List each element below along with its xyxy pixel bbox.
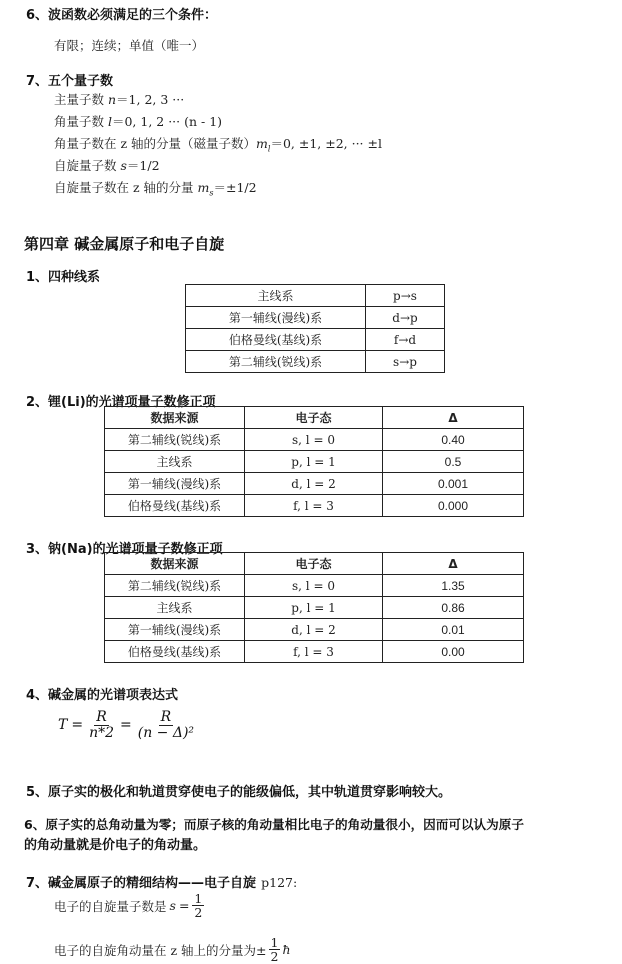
table-row bbox=[105, 495, 524, 517]
table-cell: f, l = 3 bbox=[245, 495, 383, 517]
formula-denominator: n*2 bbox=[89, 724, 115, 741]
c5-statement: 5、原子实的极化和轨道贯穿使电子的能级偏低，其中轨道贯穿影响较大。 bbox=[26, 785, 452, 800]
table-header-row bbox=[105, 553, 524, 575]
quantum-number-line: 角量子数在 z 轴的分量（磁量子数）$m_l=0$, ±1, ±2, ··· ±l bbox=[54, 136, 382, 154]
table-cell: 0.40 bbox=[383, 429, 524, 451]
sodium-correction-table bbox=[104, 552, 524, 663]
table-header-row bbox=[105, 407, 524, 429]
c7-heading: 7、碱金属原子的精细结构——电子自旋 bbox=[26, 876, 257, 891]
table-cell: p→s bbox=[366, 285, 445, 307]
table-cell: 伯格曼线(基线)系 bbox=[186, 329, 366, 351]
section-6-heading: 6、波函数必须满足的三个条件： bbox=[26, 8, 218, 23]
c4-heading: 4、碱金属的光谱项表达式 bbox=[26, 688, 179, 703]
table-row bbox=[186, 285, 445, 307]
table-row bbox=[186, 329, 445, 351]
spin-projection-label: 电子的自旋角动量在 z 轴上的分量为± bbox=[54, 942, 267, 958]
lithium-correction-table bbox=[104, 406, 524, 517]
table-row bbox=[105, 597, 524, 619]
table-cell: s, l = 0 bbox=[245, 429, 383, 451]
table-cell: s→p bbox=[366, 351, 445, 373]
table-cell: 第一辅线(漫线)系 bbox=[105, 619, 245, 641]
table-cell: 主线系 bbox=[186, 285, 366, 307]
table-cell: 伯格曼线(基线)系 bbox=[105, 641, 245, 663]
table-cell: f, l = 3 bbox=[245, 641, 383, 663]
column-header: Δ bbox=[383, 553, 524, 575]
hbar-symbol: ħ bbox=[282, 942, 291, 958]
spin-quantum-label: 电子的自旋量子数是 bbox=[54, 898, 167, 914]
table-row bbox=[186, 307, 445, 329]
quantum-number-line: 自旋量子数在 z 轴的分量 $m_s=\pm 1/2$ bbox=[54, 180, 257, 198]
table-cell: 伯格曼线(基线)系 bbox=[105, 495, 245, 517]
quantum-number-line: 自旋量子数 s＝1/2 bbox=[54, 158, 160, 173]
c6-line-2: 的角动量就是价电子的角动量。 bbox=[24, 838, 207, 853]
spin-projection-line: 电子的自旋角动量在 z 轴上的分量为± $\frac{1}{2}$ ħ bbox=[54, 935, 291, 964]
table-cell: 0.001 bbox=[383, 473, 524, 495]
table-cell: s, l = 0 bbox=[245, 575, 383, 597]
table-cell: 0.00 bbox=[383, 641, 524, 663]
table-row bbox=[105, 473, 524, 495]
table-cell: 0.01 bbox=[383, 619, 524, 641]
quantum-number-line: 角量子数 l＝0, 1, 2 ··· (n - 1) bbox=[54, 114, 223, 129]
table-cell: 0.000 bbox=[383, 495, 524, 517]
table-cell: d→p bbox=[366, 307, 445, 329]
table-cell: 1.35 bbox=[383, 575, 524, 597]
table-row bbox=[105, 575, 524, 597]
column-header: Δ bbox=[383, 407, 524, 429]
table-cell: f→d bbox=[366, 329, 445, 351]
table-row bbox=[105, 619, 524, 641]
c3-heading: 3、钠(Na)的光谱项量子数修正项 bbox=[26, 542, 223, 557]
table-cell: 主线系 bbox=[105, 451, 245, 473]
page-reference: p127: bbox=[261, 875, 298, 890]
table-cell: d, l = 2 bbox=[245, 619, 383, 641]
table-cell: 0.5 bbox=[383, 451, 524, 473]
c1-heading: 1、四种线系 bbox=[26, 270, 101, 285]
line-series-table bbox=[185, 284, 445, 373]
table-row bbox=[105, 429, 524, 451]
table-cell: 第一辅线(漫线)系 bbox=[105, 473, 245, 495]
spectral-term-formula: T = $\frac{R}{n*2}$ = $\frac{R}{\text{(n − Δ)²}}$ bbox=[58, 709, 195, 741]
table-cell: 第二辅线(锐线)系 bbox=[105, 575, 245, 597]
c6-line-1: 6、原子实的总角动量为零；而原子核的角动量相比电子的角动量很小，因而可以认为原子 bbox=[24, 817, 524, 832]
formula-numerator: R bbox=[160, 709, 172, 725]
c7-heading-row bbox=[26, 872, 297, 891]
column-header: 数据来源 bbox=[105, 553, 245, 575]
section-7-heading: 7、五个量子数 bbox=[26, 74, 114, 89]
table-cell: 0.86 bbox=[383, 597, 524, 619]
chapter-title: 第四章 碱金属原子和电子自旋 bbox=[24, 235, 225, 253]
section-6-line: 有限；连续；单值（唯一） bbox=[54, 38, 205, 53]
table-cell: 主线系 bbox=[105, 597, 245, 619]
table-row bbox=[186, 351, 445, 373]
formula-numerator: R bbox=[96, 709, 107, 725]
spin-quantum-line: 电子的自旋量子数是 s = $\frac{1}{2}$ bbox=[54, 891, 203, 921]
column-header: 电子态 bbox=[245, 553, 383, 575]
table-cell: 第二辅线(锐线)系 bbox=[186, 351, 366, 373]
table-row bbox=[105, 641, 524, 663]
quantum-number-line: 主量子数 n＝1, 2, 3 ··· bbox=[54, 92, 185, 107]
table-cell: 第一辅线(漫线)系 bbox=[186, 307, 366, 329]
table-cell: 第二辅线(锐线)系 bbox=[105, 429, 245, 451]
table-cell: d, l = 2 bbox=[245, 473, 383, 495]
c2-heading: 2、锂(Li)的光谱项量子数修正项 bbox=[26, 395, 216, 410]
formula-lhs: T bbox=[58, 717, 68, 734]
table-row bbox=[105, 451, 524, 473]
table-cell: p, l = 1 bbox=[245, 597, 383, 619]
column-header: 数据来源 bbox=[105, 407, 245, 429]
column-header: 电子态 bbox=[245, 407, 383, 429]
formula-denominator: (n − Δ)² bbox=[137, 724, 195, 741]
table-cell: p, l = 1 bbox=[245, 451, 383, 473]
